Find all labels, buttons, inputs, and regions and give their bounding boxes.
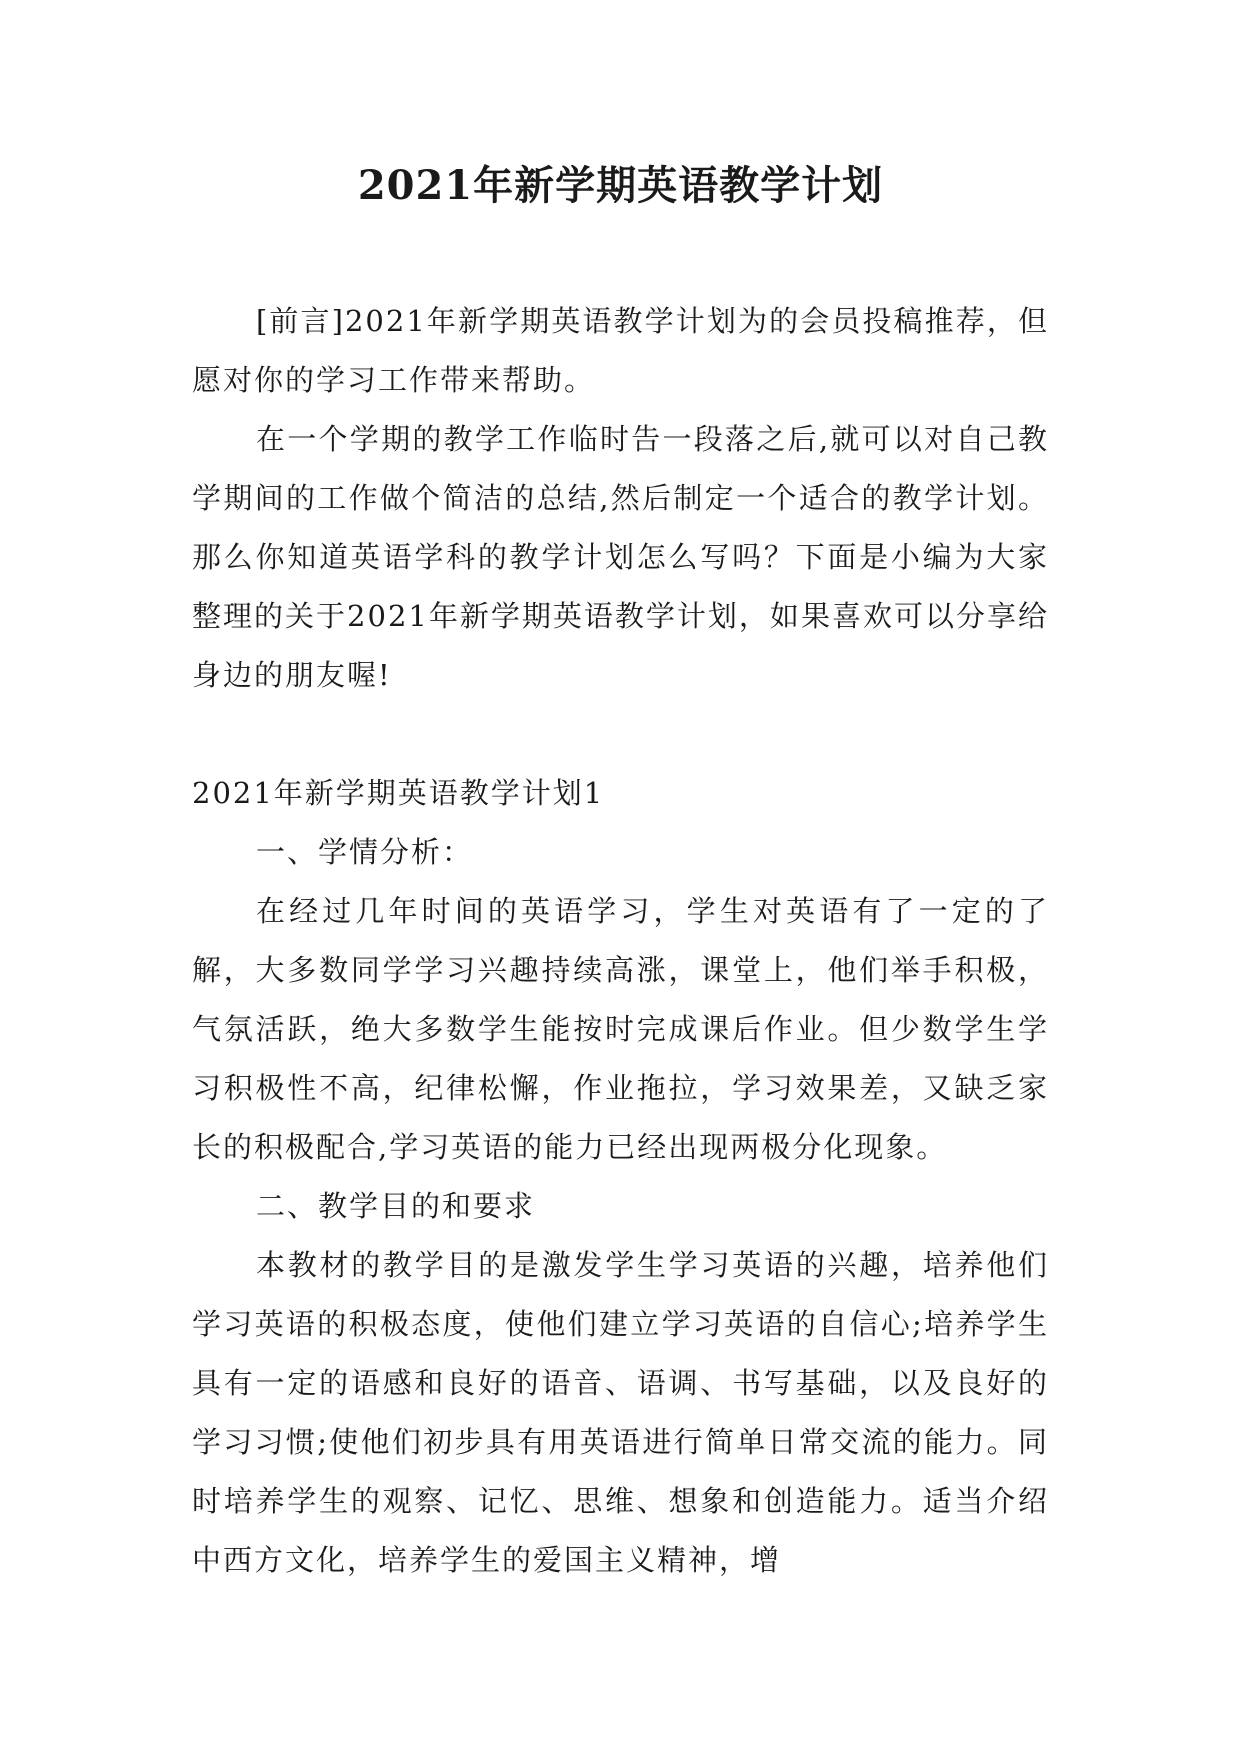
preface-paragraph: [前言]2021年新学期英语教学计划为的会员投稿推荐，但愿对你的学习工作带来帮助。 <box>192 304 1049 397</box>
subheading-teaching-goals: 二、教学目的和要求 <box>256 1189 536 1223</box>
section-heading: 2021年新学期英语教学计划1 <box>192 776 605 810</box>
document-body <box>192 292 1049 1590</box>
intro-paragraph: 在一个学期的教学工作临时告一段落之后,就可以对自己教学期间的工作做个简洁的总结,然后制定一个适合的教学计划。那么你知道英语学科的教学计划怎么写吗？下面是小编为大家整理的关于2021年新学期英语教学计划，如果喜欢可以分享给身边的朋友喔! <box>192 422 1049 692</box>
document-title: 2021年新学期英语教学计划 <box>357 162 884 209</box>
teaching-goals-paragraph: 本教材的教学目的是激发学生学习英语的兴趣，培养他们学习英语的积极态度，使他们建立学习英语的自信心;培养学生具有一定的语感和良好的语音、语调、书写基础，以及良好的学习习惯;使他们初步具有用英语进行简单日常交流的能力。同时培养学生的观察、记忆、思维、想象和创造能力。适当介绍中西方文化，培养学生的爱国主义精神，增 <box>192 1248 1049 1577</box>
learning-analysis-paragraph: 在经过几年时间的英语学习，学生对英语有了一定的了解，大多数同学学习兴趣持续高涨，课堂上，他们举手积极，气氛活跃，绝大多数学生能按时完成课后作业。但少数学生学习积极性不高，纪律松懈，作业拖拉，学习效果差，又缺乏家长的积极配合,学习英语的能力已经出现两极分化现象。 <box>192 894 1049 1164</box>
subheading-learning-analysis: 一、学情分析： <box>256 835 474 869</box>
